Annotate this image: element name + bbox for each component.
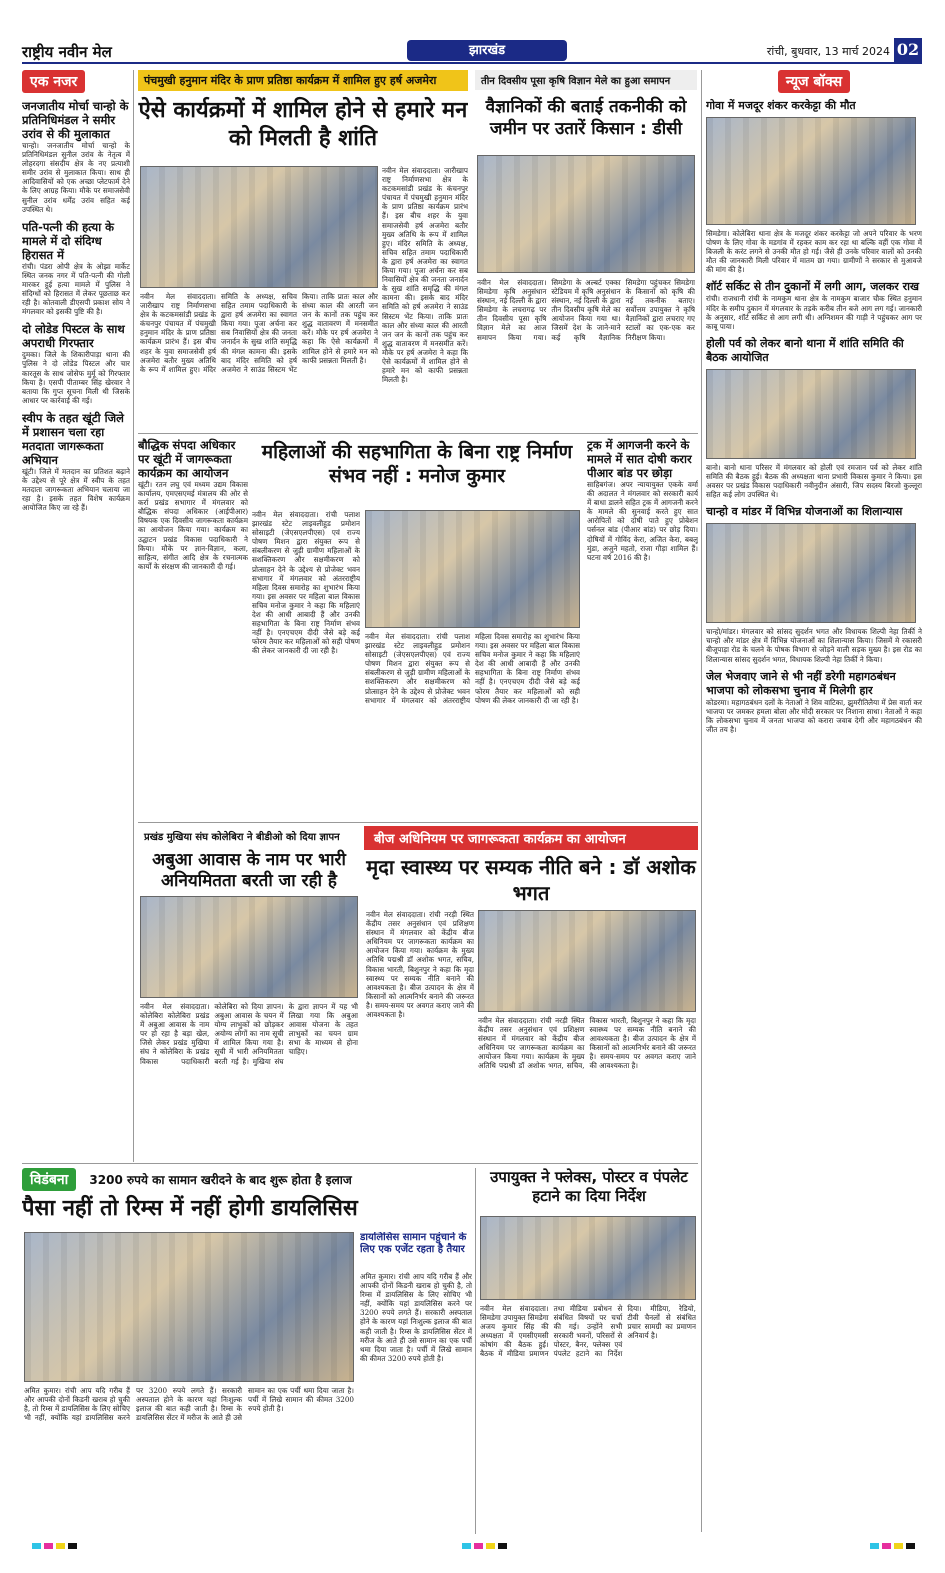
story-kicker: पंचमुखी हनुमान मंदिर के प्राण प्रतिष्ठा कार्यक्रम में शामिल हुए हर्ष अजमेरा — [138, 70, 468, 91]
color-mark — [498, 1543, 507, 1549]
story-body: नवीन मेल संवाददाता। जारीखाप राष्ट्र निर्माणसभा क्षेत्र के कटकमसांडी प्रखंड के कंचनपुर पंचायत में पंचमुखी हनुमान मंदिर के प्राण प्रतिष्ठा कार्यक्रम प्रारंभ हैं। इस बीच शहर के युवा समाजसेवी हर्ष अजमेरा बतौर मुख्य अतिथि के रूप में शामिल हुए। मंदिर समिति के अध्यक्ष, सचिव सहित तमाम पदाधिकारी के द्वारा हर्ष अजमेरा का स्वागत किया गया। पूजा अर्चना कर सब निवासियों क्षेत्र की जनता जनार्दन के सुख शांति समृद्धि की मंगल कामना की। इसके बाद मंदिर समिति को हर्ष अजमेरा ने साउंड सिस्टम भेंट किया। ताकि प्रातः काल और संध्या काल की आरती जन जन के कानों तक पहुंच कर शुद्ध वातावरण में मनसमीत करें। मौके पर हर्ष अजमेरा ने कहा कि ऐसे कार्यक्रमों में शामिल होने से हमारे मन को काफी प्रसन्नता मिलती है। — [382, 166, 468, 385]
story-kicker: प्रखंड मुखिया संघ कोलेबिरा ने बीडीओ को दिया ज्ञापन — [138, 826, 360, 846]
ek-nazar-column — [22, 70, 130, 1162]
color-mark — [486, 1543, 495, 1549]
brief-photo — [706, 523, 916, 623]
brief-body: रांची। पंडरा ओपी क्षेत्र के ओझा मार्केट स्थित जनक नगर में पति-पत्नी की गोली मारकर हुई हत्या मामले में पुलिस ने संदिग्धों को हिरासत में लेकर पूछताछ कर रही है। कोतवाली डीएसपी प्रकाश सोय ने मंगलवार को इसकी पुष्टि की है। — [22, 261, 130, 317]
color-mark — [894, 1543, 903, 1549]
news-box-column — [706, 70, 922, 1534]
story-body: नवीन मेल संवाददाता। रांची नरड़ी स्थित केंद्रीय तसर अनुसंधान एवं प्रशिक्षण संस्थान में मंगलवार को केंद्रीय बीज अधिनियम पर जागरूकता कार्यक्रम का आयोजन किया गया। कार्यक्रम के मुख्य अतिथि पद्मश्री डॉ अशोक भगत, सचिव, विकास भारती, बिशुनपुर ने कहा कि मृदा स्वास्थ्य पर सम्यक नीति बनाने की आवश्यकता है। बीज उत्पादन के क्षेत्र में किसानों को आत्मनिर्भर बनाने की जरूरत है। समय-समय पर अवगत कराए जाने की आवश्यकता है। — [366, 910, 474, 1020]
brief-body: कोडरमा। महागठबंधन दलों के नेताओं ने शिव वाटिका, झुमरीतिलैया में प्रेस वार्ता कर भाजपा पर जमकर हमला बोला और मोदी सरकार पर निशाना साधा। नेताओं ने कहा कि लोकसभा चुनाव में जनता भाजपा को करारा जवाब देगी और महागठबंधन की जीत तय है। — [706, 697, 922, 734]
story-photo — [140, 896, 358, 998]
color-mark — [474, 1543, 483, 1549]
brief-title: जनजातीय मोर्चा चान्हो के प्रतिनिधिमंडल ने समीर उरांव से की मुलाकात — [22, 99, 129, 141]
row-rule — [22, 1163, 698, 1164]
story-kicker: विडंबना — [22, 1168, 76, 1191]
story-photo — [477, 155, 695, 273]
brief-photo — [706, 117, 916, 225]
brief-photo — [706, 369, 916, 459]
story-soil-health — [364, 826, 698, 906]
story-ipr — [138, 438, 248, 818]
color-mark — [882, 1543, 891, 1549]
color-mark — [906, 1543, 915, 1549]
row-rule — [138, 433, 698, 434]
story-subhead: 3200 रुपये का सामान खरीदने के बाद शुरू होता है इलाज — [89, 1173, 352, 1187]
story-photo — [478, 910, 696, 1012]
story-kicker: तीन दिवसीय पूसा कृषि विज्ञान मेले का हुआ समापन — [475, 70, 697, 90]
brief-title: दो लोडेड पिस्टल के साथ अपराधी गिरफ्तार — [22, 322, 125, 351]
story-women-participation — [252, 440, 582, 520]
story-body: साहिबगंज। अपर न्यायायुक्त एकके वर्मा की अदालत ने मंगलवार को सरकारी कार्य में बाधा डालने सहित ट्रक में आगजनी करने के मामले की सुनवाई करते हुए सात आरोपितों को दोषी पाते हुए प्रोबेशन पर्सनल बांड (पीआर बांड) पर छोड़ दिया। दोषियों में गोविंद केरा, अजित केरा, बबलू मुंडा, अजुने महतो, राजा गौड़ा शामिल हैं। घटना वर्ष 2016 की है। — [587, 480, 698, 562]
column-rule — [133, 70, 134, 1162]
story-headline: वैज्ञानिकों की बताई तकनीकी को जमीन पर उतारें किसान : डीसी — [485, 97, 687, 139]
color-mark — [44, 1543, 53, 1549]
brief-body: खूंटी। जिले में मतदान का प्रतिशत बढ़ाने के उद्देश्य से पूरे क्षेत्र में स्वीप के तहत मतदाता जागरूकता अभियान चलाया जा रहा है। इसके तहत विशेष कार्यक्रम आयोजित किए जा रहे हैं। — [22, 466, 130, 513]
brief-title: गोवा में मजदूर शंकर करकेट्टा की मौत — [706, 99, 856, 112]
color-mark — [56, 1543, 65, 1549]
story-body: नवीन मेल संवाददाता। जारीखाप राष्ट्र निर्माणसभा क्षेत्र के कटकमसांडी प्रखंड के कंचनपुर पंचायत में पंचमुखी हनुमान मंदिर के प्राण प्रतिष्ठा कार्यक्रम प्रारंभ हैं। इस बीच शहर के युवा समाजसेवी हर्ष अजमेरा बतौर मुख्य अतिथि के रूप में शामिल हुए। मंदिर समिति के अध्यक्ष, सचिव सहित तमाम पदाधिकारी के द्वारा हर्ष अजमेरा का स्वागत किया गया। पूजा अर्चना कर सब निवासियों क्षेत्र की जनता जनार्दन के सुख शांति समृद्धि की मंगल कामना की। इसके बाद मंदिर समिति को हर्ष अजमेरा ने साउंड सिस्टम भेंट किया। ताकि प्रातः काल और संध्या काल की आरती जन जन के कानों तक पहुंच कर शुद्ध वातावरण में मनसमीत करें। मौके पर हर्ष अजमेरा ने कहा कि ऐसे कार्यक्रमों में शामिल होने से हमारे मन को काफी प्रसन्नता मिलती है। — [140, 292, 378, 374]
brief-body: दुमका। जिले के शिकारीपाड़ा थाना की पुलिस ने दो लोडेड पिस्टल और चार कारतूस के साथ जोसेफ मुर्मू को गिरफ्तार किया है। एसपी पीताम्बर सिंह खेरवार ने बताया कि गुप्त सूचना मिली थी जिसके आधार पर कार्रवाई की गई। — [22, 350, 130, 405]
story-body: नवीन मेल संवाददाता। कोलेबिरा कोलेबिरा प्रखंड में अबुआ आवास के नाम पर हो रहा है बड़ा खेल, जिसे लेकर प्रखंड मुखिया संघ ने कोलेबिरा के प्रखंड विकास पदाधिकारी कोलेबिरा को दिया ज्ञापन। अबुआ आवास के चयन में योग्य लाभुकों को छोड़कर अयोग्य लोगों का नाम सूची में शामिल किया गया है। सूची में भारी अनियमितता बरती गई है। मुखिया संघ के द्वारा ज्ञापन में यह भी लिखा गया कि अबुआ आवास योजना के तहत लाभुकों का चयन ग्राम सभा के माध्यम से होना चाहिए। — [140, 1002, 358, 1066]
story-body: नवीन मेल संवाददाता। रांची नरड़ी स्थित केंद्रीय तसर अनुसंधान एवं प्रशिक्षण संस्थान में मंगलवार को केंद्रीय बीज अधिनियम पर जागरूकता कार्यक्रम का आयोजन किया गया। कार्यक्रम के मुख्य अतिथि पद्मश्री डॉ अशोक भगत, सचिव, विकास भारती, बिशुनपुर ने कहा कि मृदा स्वास्थ्य पर सम्यक नीति बनाने की आवश्यकता है। बीज उत्पादन के क्षेत्र में किसानों को आत्मनिर्भर बनाने की जरूरत है। समय-समय पर अवगत कराए जाने की आवश्यकता है। — [478, 1016, 696, 1071]
story-headline: पैसा नहीं तो रिम्स में नहीं होगी डायलिसिस — [22, 1196, 358, 1221]
story-headline: अबुआ आवास के नाम पर भारी अनियमितता बरती जा रही है — [152, 850, 346, 891]
story-headline: उपायुक्त ने फ्लेक्स, पोस्टर व पंपलेट हटाने का दिया निर्देश — [490, 1168, 688, 1205]
story-headline: महिलाओं की सहभागिता के बिना राष्ट्र निर्माण संभव नहीं : मनोज कुमार — [261, 441, 573, 487]
brief-title: जेल भेजवाए जाने से भी नहीं डरेगी महागठबंधन भाजपा को लोकसभा चुनाव में मिलेगी हार — [706, 669, 896, 697]
brief-body: रांची। राजधानी रांची के नामकुम थाना क्षेत्र के नामकुम बाजार चौक स्थित हनुमान मंदिर के समीप दुकान में मंगलवार के तड़के करीब तीन बजे आग लग गई। जानकारी के अनुसार, शॉर्ट सर्किट से आग लगी थी। अग्निशमन की गाड़ी ने पहुंचकर आग पर काबू पाया। — [706, 294, 922, 331]
color-mark — [462, 1543, 471, 1549]
page-number: 02 — [894, 38, 922, 62]
story-rims-dialysis — [22, 1168, 472, 1228]
brief-title: स्वीप के तहत खूंटी जिले में प्रशासन चला रहा मतदाता जागरूकता अभियान — [22, 410, 124, 467]
brief-title: पति-पत्नी की हत्या के मामले में दो संदिग्ध हिरासत में — [22, 219, 115, 262]
brief-body: चान्हो/मांडर। मंगलवार को सांसद सुदर्शन भगत और विधायक शिल्पी नेहा तिर्की ने चान्हो और मांडर क्षेत्र में विभिन्न योजनाओं का शिलान्यास किया। जिसमें मे रकासरी बीजूपाड़ा रोड के चलने के पोषक विभाग से जोड़ने वाली सड़क मुख्य है। इस रोड का शिलान्यास सांसद सुदर्शन भगत, विधायक शिल्पी नेहा तिर्की ने किया। — [706, 627, 922, 664]
story-body: नवीन मेल संवाददाता। सिमडेगा कृषि अनुसंधान संस्थान, नई दिल्ली के द्वारा सिमडेगा के लचरागढ़ पर तीन दिवसीय पूसा कृषि विज्ञान मेले का आज समापन किया गया। सिमडेगा के अल्बर्ट एक्का स्टेडियम में कृषि अनुसंधान संस्थान, नई दिल्ली के द्वारा तीन दिवसीय कृषि मेले का आयोजन किया गया था। जिसमें देश के जाने-माने कई कृषि वैज्ञानिक सिमडेगा पहुंचकर सिमडेगा के किसानों को कृषि की नई तकनीक बताए। सर्वोत्तम उपायुक्त ने कृषि वैज्ञानिकों द्वारा लचराए गए स्टालों का एक-एक कर निरीक्षण किया। — [477, 278, 695, 342]
news-box-label: न्यूज बॉक्स — [778, 70, 850, 93]
column-rule — [475, 1168, 476, 1534]
story-headline: ऐसे कार्यक्रमों में शामिल होने से हमारे मन को मिलती है शांति — [138, 98, 468, 151]
story-photo — [140, 166, 378, 288]
story-title: ट्रक में आगजनी करने के मामले में सात दोषी करार पीआर बांड पर छोड़ा — [587, 438, 692, 480]
brief-title: होली पर्व को लेकर बानो थाना में शांति समिति की बैठक आयोजित — [706, 336, 904, 364]
masthead — [22, 40, 922, 64]
row-rule — [138, 822, 698, 823]
registration-strip — [22, 1540, 922, 1552]
story-truck-arson — [587, 438, 698, 818]
brief-body: सिमडेगा। कोलेबिरा थाना क्षेत्र के मजदूर शंकर करकेट्टा जो अपने परिवार के भरण पोषण के लिए गोवा के मडगांव में रहकर काम कर रहा था बल्कि वहीं एक गोवा में बिजली के करंट लगने से उनकी मौत हो गई। जैसे ही उनके परिवार वालों को उनकी मौत की जानकारी मिली परिवार में मातम छा गया। ग्रामीणों ने सरकार से मुआवजे की मांग की है। — [706, 229, 922, 275]
story-body: नवीन मेल संवाददाता। रांची पलाश झारखंड स्टेट लाइवलीहुड प्रमोशन सोसाइटी (जेएसएलपीएस) एवं राज्य पोषण मिशन द्वारा संयुक्त रूप से संबलीकरण से जुड़ी ग्रामीण महिलाओं के सशक्तिकरण और सक्षमीकरण को प्रोत्साहन देने के उद्देश्य से प्रोजेक्ट भवन सभागार में मंगलवार को अंतरराष्ट्रीय महिला दिवस समारोह का शुभारंभ किया गया। इस अवसर पर महिला बाल विकास सचिव मनोज कुमार ने कहा कि महिलाएं देश की आधी आबादी हैं और उनकी सहभागिता के बिना राष्ट्र निर्माण संभव नहीं है। एनएचएम दीदी जैसे बड़े कई फोरम तैयार कर महिलाओं को सही पोषण की लेकर जानकारी दी जा रही है। — [252, 510, 360, 656]
story-body: अमित कुमार। रांची आप यदि गरीब हैं और आपकी दोनों किडनी खराब हो चुकी है, तो रिम्स में डायलिसिस के लिए सोचिए भी नहीं, क्योंकि यहां डायलिसिस करने पर 3200 रुपये लगते हैं। सरकारी अस्पताल होने के कारण यहां निःशुल्क इलाज की बात कही जाती है। रिम्स के डायलिसिस सेंटर में मरीज के आते ही उसे सामान का एक पर्ची थमा दिया जाता है। पर्ची में लिखे सामान की कीमत 3200 रुपये होती है। — [360, 1272, 472, 1363]
dateline: रांची, बुधवार, 13 मार्च 2024 — [766, 45, 890, 58]
story-headline: मृदा स्वास्थ्य पर सम्यक नीति बने : डॉ अशोक भगत — [366, 855, 696, 905]
story-body: खूंटी। रतन लघु एवं मध्यम उद्यम विकास कार्यालय, एमएसएमई मंत्रालय की ओर से कर्रा प्रखंड सभागार में मंगलवार को बौद्धिक संपदा अधिकार (आईपीआर) विषयक एक दिवसीय जागरूकता कार्यक्रम का आयोजन किया गया। कार्यक्रम का उद्घाटन प्रखंड विकास पदाधिकारी ने किया। मौके पर ज्ञान-विज्ञान, कला, साहित्य, संगीत आदि क्षेत्र के रचनात्मक कार्यों के संरक्षण की जानकारी दी गई। — [138, 480, 248, 571]
story-kicker: बीज अधिनियम पर जागरूकता कार्यक्रम का आयोजन — [364, 826, 698, 850]
brief-title: शॉर्ट सर्किट से तीन दुकानों में लगी आग, जलकर राख — [706, 280, 919, 294]
story-photo — [480, 1216, 696, 1300]
story-body: अमित कुमार। रांची आप यदि गरीब हैं और आपकी दोनों किडनी खराब हो चुकी है, तो रिम्स में डायलिसिस के लिए सोचिए भी नहीं, क्योंकि यहां डायलिसिस करने पर 3200 रुपये लगते हैं। सरकारी अस्पताल होने के कारण यहां निःशुल्क इलाज की बात कही जाती है। रिम्स के डायलिसिस सेंटर में मरीज के आते ही उसे सामान का एक पर्ची थमा दिया जाता है। पर्ची में लिखे सामान की कीमत 3200 रुपये होती है। — [24, 1386, 354, 1423]
color-mark — [32, 1543, 41, 1549]
story-sidebar-text: डायलिसिस सामान पहुंचाने के लिए एक एजेंट रहता है तैयार — [360, 1232, 467, 1255]
brief-body: चान्हो। जनजातीय मोर्चा चान्हो के प्रतिनिधिमंडल सुनील उरांव के नेतृत्व में लोहरदगा संसदीय क्षेत्र के नए प्रत्याशी समीर उरांव से मुलाकात किया। साथ ही आदिवासियों को एक अच्छा प्लेटफार्म देने के लिए आग्रह किया। मौके पर समाजसेवी सुनील उरांव धर्मेंद्र उरांव सहित कई उपस्थित थे। — [22, 141, 130, 214]
column-rule — [701, 70, 702, 1532]
brief-title: चान्हो व मांडर में विभिन्न योजनाओं का शिलान्यास — [706, 505, 903, 519]
story-body: नवीन मेल संवाददाता। रांची पलाश झारखंड स्टेट लाइवलीहुड प्रमोशन सोसाइटी (जेएसएलपीएस) एवं राज्य पोषण मिशन द्वारा संयुक्त रूप से संबलीकरण से जुड़ी ग्रामीण महिलाओं के सशक्तिकरण और सक्षमीकरण को प्रोत्साहन देने के उद्देश्य से प्रोजेक्ट भवन सभागार में मंगलवार को अंतरराष्ट्रीय महिला दिवस समारोह का शुभारंभ किया गया। इस अवसर पर महिला बाल विकास सचिव मनोज कुमार ने कहा कि महिलाएं देश की आधी आबादी हैं और उनकी सहभागिता के बिना राष्ट्र निर्माण संभव नहीं है। एनएचएम दीदी जैसे बड़े कई फोरम तैयार कर महिलाओं को सही पोषण की लेकर जानकारी दी जा रही है। — [365, 632, 580, 705]
story-photo — [24, 1232, 354, 1382]
brief-body: बानो। बानो थाना परिसर में मंगलवार को होली एवं रमजान पर्व को लेकर शांति समिति की बैठक हुई। बैठक की अध्यक्षता थाना प्रभारी विकास कुमार ने किया। इस अवसर पर प्रखंड विकास पदाधिकारी नवीनुदीन अंसारी, जिप सदस्य बिरजो कुल्लूरा सहित कई लोग उपस्थित थे। — [706, 462, 922, 500]
story-photo — [365, 510, 580, 628]
color-mark — [68, 1543, 77, 1549]
ek-nazar-label: एक नजर — [22, 70, 85, 93]
story-title: बौद्धिक संपदा अधिकार पर खूंटी में जागरूकता कार्यक्रम का आयोजन — [138, 438, 236, 480]
color-mark — [870, 1543, 879, 1549]
story-body: नवीन मेल संवाददाता। सिमडेगा उपायुक्त सिमडेगा अजय कुमार सिंह की अध्यक्षता में एमसीएमसी कोषांग की बैठक हुई। बैठक में मीडिया प्रमाणन तथा मीडिया प्रबोधन से संबंधित विषयों पर चर्चा की गई। उन्होंने सभी सरकारी भवनों, परिसरों से पोस्टर, बैनर, फ्लेक्स एवं पंपलेट हटाने का निर्देश दिया। मीडिया, रेडियो, टीवी चैनलों से संबंधित प्रचार सामग्री का प्रमाणन अनिवार्य है। — [480, 1304, 696, 1359]
section-tag: झारखंड — [407, 40, 567, 61]
paper-name: राष्ट्रीय नवीन मेल — [22, 43, 112, 61]
